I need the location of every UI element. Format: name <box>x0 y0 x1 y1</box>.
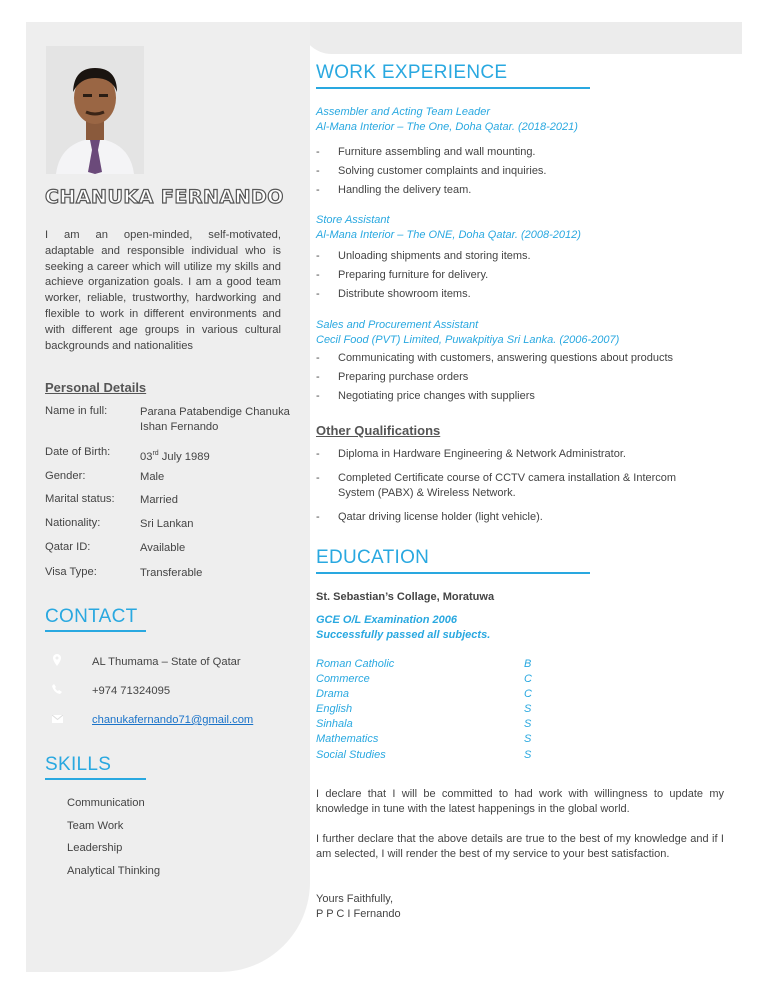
detail-row-visa <box>45 566 290 581</box>
about-paragraph: I am an open-minded, self-motivated, adaptable and responsible individual who is seeking a career which will utilize my skills and achieve organization goals. I am a good team worker, reliable, trustworthy, hardworking and flexible to work in different environments and with different age groups in various cultural backgrounds and nationalities <box>45 229 281 352</box>
work-underline <box>316 87 590 89</box>
email-icon <box>52 715 92 726</box>
exam-result: Successfully passed all subjects. <box>316 629 491 641</box>
list-item: - Preparing furniture for delivery. <box>316 269 489 282</box>
list-item: - Diploma in Hardware Engineering & Network Administrator. <box>316 448 626 460</box>
contact-email <box>52 714 253 726</box>
education-heading: EDUCATION <box>316 547 430 568</box>
job-1-duties <box>316 145 726 203</box>
skill-item: Communication <box>67 797 145 809</box>
job-company: Al-Mana Interior – The ONE, Doha Qatar. (2008-2012) <box>316 229 581 241</box>
job-company: Cecil Food (PVT) Limited, Puwakpitiya Sri Lanka. (2006-2007) <box>316 334 620 346</box>
skill-item: Analytical Thinking <box>67 865 161 877</box>
location-icon <box>52 654 92 669</box>
subject-list <box>316 657 394 763</box>
grade: S <box>524 718 532 731</box>
subject: Drama <box>316 688 350 701</box>
list-item: - Unloading shipments and storing items. <box>316 250 531 262</box>
job-3-header <box>316 318 619 348</box>
detail-label: Name in full: <box>45 405 108 417</box>
dob-day: 03 <box>140 451 153 463</box>
job-3-duties <box>316 351 726 409</box>
job-title: Store Assistant <box>316 214 390 226</box>
detail-label: Qatar ID: <box>45 541 91 553</box>
detail-label: Nationality: <box>45 517 101 529</box>
header-band <box>300 22 742 54</box>
qualifications-list <box>316 447 726 529</box>
exam-block <box>316 613 490 643</box>
declaration-paragraph-2: I further declare that the above details are true to the best of my knowledge and if I am selected, I will render the best of my service to your best satisfaction. <box>316 833 724 860</box>
subject: Commerce <box>316 673 370 686</box>
address-text: AL Thumama – State of Qatar <box>92 655 241 668</box>
detail-value: Male <box>140 471 165 483</box>
detail-row-name <box>45 405 290 435</box>
grade-list <box>524 657 532 763</box>
job-2-duties <box>316 249 726 307</box>
detail-value: Parana Patabendige Chanuka Ishan Fernando <box>140 406 290 433</box>
subject: Mathematics <box>316 733 379 746</box>
work-experience-heading: WORK EXPERIENCE <box>316 62 508 83</box>
detail-value: Sri Lankan <box>140 518 194 530</box>
detail-value: Available <box>140 542 186 554</box>
detail-value <box>140 446 290 465</box>
list-item: - Handling the delivery team. <box>316 184 472 197</box>
job-title: Assembler and Acting Team Leader <box>316 106 491 118</box>
detail-label: Date of Birth: <box>45 446 111 458</box>
closing-line: Yours Faithfully, <box>316 893 394 905</box>
detail-label: Marital status: <box>45 493 115 505</box>
detail-label: Gender: <box>45 470 86 482</box>
detail-row-nationality <box>45 517 290 532</box>
other-qualifications-heading: Other Qualifications <box>316 423 441 438</box>
detail-row-dob <box>45 446 290 465</box>
candidate-name: CHANUKA FERNANDO <box>45 186 284 208</box>
list-item: - Furniture assembling and wall mounting. <box>316 146 536 158</box>
list-item: - Negotiating price changes with suppliers <box>316 390 535 403</box>
personal-details-heading: Personal Details <box>45 380 147 395</box>
school-name: St. Sebastian’s Collage, Moratuwa <box>316 591 495 603</box>
contact-underline <box>45 630 146 632</box>
detail-row-marital <box>45 493 290 508</box>
declaration-paragraph-1: I declare that I will be committed to had work with willingness to update my knowledge in tune with the latest happenings in the global world. <box>316 788 724 815</box>
subject: Roman Catholic <box>316 658 395 670</box>
skills-heading: SKILLS <box>45 754 112 775</box>
job-company: Al-Mana Interior – The One, Doha Qatar. (2018-2021) <box>316 121 578 133</box>
exam-name: GCE O/L Examination 2006 <box>316 614 458 626</box>
grade: B <box>524 658 532 670</box>
list-item: - Qatar driving license holder (light vehicle). <box>316 511 543 523</box>
grade: C <box>524 688 532 701</box>
list-item: - Distribute showroom items. <box>316 288 471 301</box>
job-title: Sales and Procurement Assistant <box>316 319 479 331</box>
skill-item: Leadership <box>67 842 123 854</box>
skill-item: Team Work <box>67 820 124 832</box>
list-item: - Preparing purchase orders <box>316 371 469 384</box>
contact-heading: CONTACT <box>45 606 138 627</box>
subject: Social Studies <box>316 748 386 761</box>
list-item: - Solving customer complaints and inquiries. <box>316 165 547 178</box>
subject: English <box>316 703 353 716</box>
detail-value: Married <box>140 494 178 506</box>
signature-name: P P C I Fernando <box>316 908 401 920</box>
phone-text[interactable]: +974 71324095 <box>92 684 171 697</box>
grade: S <box>524 733 532 746</box>
education-underline <box>316 572 590 574</box>
job-1-header <box>316 105 578 135</box>
grade: S <box>524 748 532 761</box>
phone-icon <box>52 684 92 697</box>
subject: Sinhala <box>316 718 353 731</box>
job-2-header <box>316 213 581 243</box>
detail-label: Visa Type: <box>45 566 97 578</box>
list-item: - Communicating with customers, answering questions about products <box>316 352 674 364</box>
dob-month-year: July 1989 <box>158 451 210 463</box>
detail-row-qatar-id <box>45 541 290 556</box>
email-link[interactable]: chanukafernando71@gmail.com <box>92 714 254 726</box>
profile-photo <box>46 46 144 174</box>
detail-row-gender <box>45 470 290 485</box>
skills-underline <box>45 778 146 780</box>
grade: S <box>524 703 532 716</box>
list-item: - Completed Certificate course of CCTV camera installation & Intercom System (PABX) & Wireless Network. <box>316 472 677 499</box>
grade: C <box>524 673 532 686</box>
contact-phone <box>52 684 170 697</box>
detail-value: Transferable <box>140 567 203 579</box>
dob-suffix: rd <box>152 450 159 457</box>
contact-address <box>52 654 241 669</box>
